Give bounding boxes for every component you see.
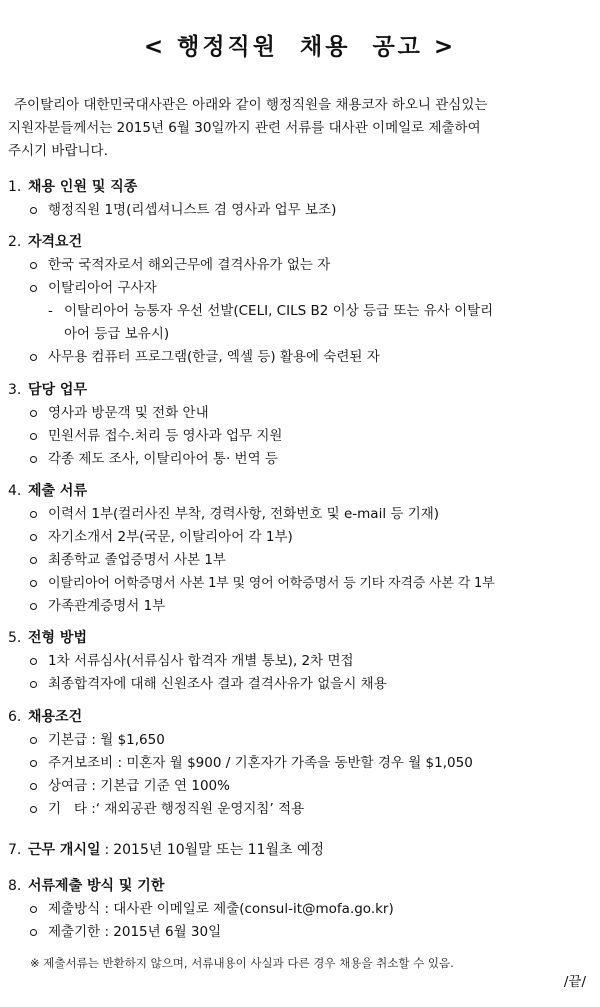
section-title: 담당 업무: [28, 382, 87, 398]
list-item-text: 기본급 : 월 $1,650: [48, 732, 165, 748]
section-heading: [0, 479, 600, 503]
list-item-text: 한국 국적자로서 해외근무에 결격사유가 없는 자: [48, 257, 331, 273]
list-item: [0, 503, 600, 526]
section-number: 6.: [8, 709, 22, 725]
section-title: 채용 인원 및 직종: [28, 179, 138, 195]
list-item: [0, 729, 600, 752]
list-item: [0, 572, 600, 595]
section-number: 1.: [8, 179, 22, 195]
list-item: [0, 673, 600, 696]
section-heading: [0, 838, 600, 862]
section-heading: [0, 705, 600, 729]
bullet-circle-icon: [30, 433, 37, 440]
section-conditions: [0, 705, 600, 821]
bullet-circle-icon: [30, 783, 37, 790]
section-documents: [0, 479, 600, 618]
list-item: [0, 448, 600, 471]
list-item-text: 기 타 :‘ 재외공관 행정직원 운영지침’ 적용: [48, 801, 305, 817]
list-item: [0, 199, 600, 222]
list-item: [0, 254, 600, 277]
section-start-date: [0, 838, 600, 862]
list-item-text: 이탈리아어 어학증명서 사본 1부 및 영어 어학증명서 등 기타 자격증 사본 각 1부: [48, 576, 495, 591]
bullet-circle-icon: [30, 354, 37, 361]
list-item: [0, 346, 600, 369]
section-qualifications: [0, 230, 600, 369]
bullet-circle-icon: [30, 806, 37, 813]
list-item-text: 민원서류 접수.처리 등 영사과 업무 지원: [48, 428, 283, 444]
list-item-text: 상여금 : 기본급 기준 연 100%: [48, 778, 230, 794]
bullet-circle-icon: [30, 456, 37, 463]
section-number: 3.: [8, 382, 22, 398]
bullet-circle-icon: [30, 929, 37, 936]
bullet-circle-icon: [30, 410, 37, 417]
bullet-circle-icon: [30, 262, 37, 269]
section-title: 전형 방법: [28, 630, 87, 646]
section-number: 7.: [8, 842, 22, 858]
list-item: [0, 526, 600, 549]
section-title: 서류제출 방식 및 기한: [28, 878, 165, 894]
list-item: [0, 277, 600, 300]
bullet-circle-icon: [30, 760, 37, 767]
start-date-value: 2015년 10월말 또는 11월초 예정: [113, 842, 324, 858]
list-item-text: 주거보조비 : 미혼자 월 $900 / 기혼자가 가족을 동반할 경우 월 $1,050: [48, 755, 473, 771]
list-item-text: 행정직원 1명(리셉셔니스트 겸 영사과 업무 보조): [48, 202, 337, 218]
bullet-circle-icon: [30, 207, 37, 214]
section-submission: [0, 874, 600, 944]
intro-line: 지원자분들께서는 2015년 6월 30일까지 관련 서류를 대사관 이메일로 제출하여: [8, 120, 481, 136]
list-item-text: 이탈리아어 구사자: [48, 280, 157, 296]
list-item: [0, 650, 600, 673]
list-item-text: 이력서 1부(컬러사진 부착, 경력사항, 전화번호 및 e-mail 등 기재): [48, 506, 440, 522]
page-title: < 행정직원 채용 공고 >: [143, 34, 457, 60]
footnote: ※ 제출서류는 반환하지 않으며, 서류내용이 사실과 다른 경우 채용을 취소할 수 있음.: [30, 956, 454, 970]
list-item: [0, 775, 600, 798]
list-item: [0, 752, 600, 775]
list-item: [0, 402, 600, 425]
section-number: 8.: [8, 878, 22, 894]
list-item-text: 자기소개서 2부(국문, 이탈리아어 각 1부): [48, 529, 293, 545]
list-item: [0, 595, 600, 618]
section-heading: [0, 378, 600, 402]
section-separator: :: [104, 842, 110, 858]
section-heading: [0, 874, 600, 898]
list-item-text: 최종합격자에 대해 신원조사 결과 결격사유가 없을시 채용: [48, 676, 387, 692]
bullet-circle-icon: [30, 906, 37, 913]
sub-item-line: 아어 등급 보유시): [64, 326, 170, 342]
section-title: 채용조건: [28, 709, 83, 725]
list-item-text: 제출방식 : 대사관 이메일로 제출(consul-it@mofa.go.kr): [48, 901, 394, 917]
bullet-circle-icon: [30, 603, 37, 610]
intro-line: 주시기 바랍니다.: [8, 143, 108, 159]
section-number: 5.: [8, 630, 22, 646]
list-item-text: 각종 제도 조사, 이탈리아어 통· 번역 등: [48, 451, 278, 467]
section-title: 자격요건: [28, 234, 83, 250]
list-item: [0, 425, 600, 448]
bullet-circle-icon: [30, 557, 37, 564]
list-item: [0, 921, 600, 944]
end-mark: /끝/: [563, 974, 586, 990]
bullet-circle-icon: [30, 534, 37, 541]
dash-icon: -: [48, 303, 53, 319]
bullet-circle-icon: [30, 580, 37, 587]
section-number: 2.: [8, 234, 22, 250]
list-item-text: 영사과 방문객 및 전화 안내: [48, 405, 209, 421]
section-selection: [0, 626, 600, 696]
bullet-circle-icon: [30, 285, 37, 292]
section-title: 제출 서류: [28, 483, 87, 499]
section-heading: [0, 230, 600, 254]
intro-paragraph: [8, 94, 592, 163]
bullet-circle-icon: [30, 511, 37, 518]
intro-line: 주이탈리아 대한민국대사관은 아래와 같이 행정직원을 채용코자 하오니 관심있는: [14, 97, 488, 113]
list-item: [0, 549, 600, 572]
bullet-circle-icon: [30, 658, 37, 665]
section-title: 근무 개시일: [28, 842, 101, 858]
list-item-text: 사무용 컴퓨터 프로그램(한글, 엑셀 등) 활용에 숙련된 자: [48, 349, 380, 365]
section-positions: [0, 175, 600, 222]
bullet-circle-icon: [30, 737, 37, 744]
list-item-text: 제출기한 : 2015년 6월 30일: [48, 924, 222, 940]
section-heading: [0, 175, 600, 199]
list-item-text: 가족관계증명서 1부: [48, 598, 166, 614]
list-item: [0, 898, 600, 921]
section-heading: [0, 626, 600, 650]
list-item-text: 최종학교 졸업증명서 사본 1부: [48, 552, 226, 568]
list-item: [0, 798, 600, 821]
section-number: 4.: [8, 483, 22, 499]
sub-item-line: 이탈리아어 능통자 우선 선발(CELI, CILS B2 이상 등급 또는 유사 이탈리: [64, 303, 494, 319]
list-item-text: 1차 서류심사(서류심사 합격자 개별 통보), 2차 면접: [48, 653, 354, 669]
bullet-circle-icon: [30, 681, 37, 688]
section-duties: [0, 378, 600, 471]
sub-list-item: [0, 300, 600, 346]
